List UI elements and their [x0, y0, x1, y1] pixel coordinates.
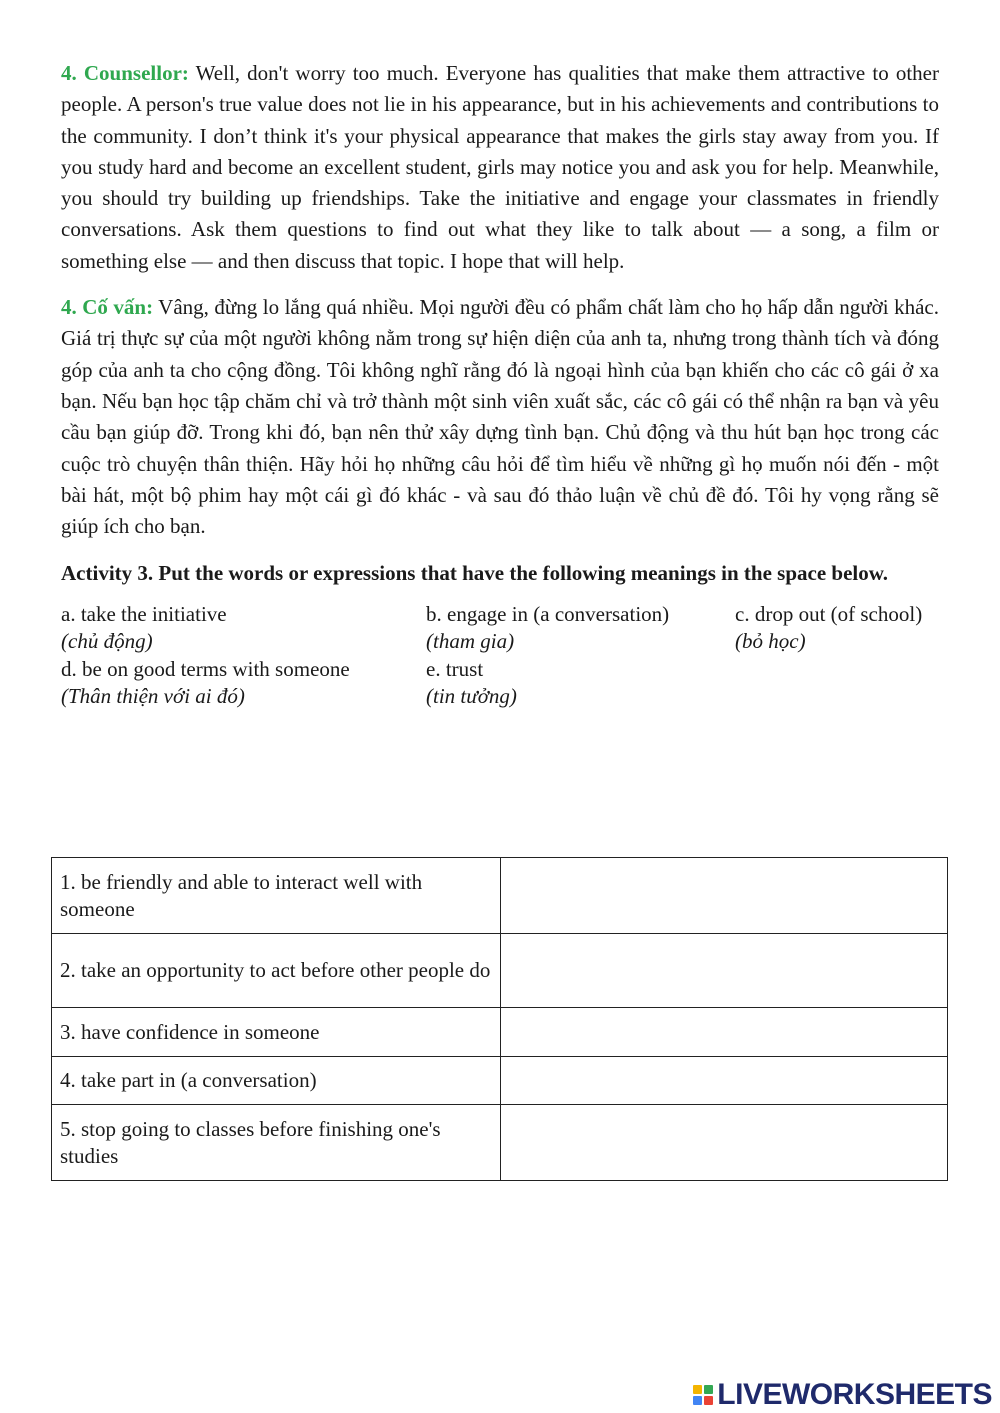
liveworksheets-watermark	[693, 1378, 992, 1412]
definition-cell: 1. be friendly and able to interact well with someone	[52, 858, 501, 934]
word-options	[61, 601, 939, 711]
counsellor-passage-english	[61, 58, 939, 277]
watermark-live-text: LIVE	[717, 1378, 782, 1411]
liveworksheets-logo-icon	[693, 1385, 713, 1405]
option-a	[61, 601, 227, 655]
logo-square-icon	[693, 1385, 702, 1394]
option-c	[735, 601, 922, 655]
counsellor-passage-vietnamese	[61, 292, 939, 542]
option-meaning: (chủ động)	[61, 629, 153, 654]
logo-square-icon	[693, 1396, 702, 1405]
definition-cell: 4. take part in (a conversation)	[52, 1057, 501, 1105]
table-row	[52, 1105, 948, 1181]
option-b	[426, 601, 669, 655]
option-term: d. be on good terms with someone	[61, 657, 350, 682]
logo-square-icon	[704, 1385, 713, 1394]
watermark-worksheets-text: WORKSHEETS	[781, 1378, 992, 1411]
option-d	[61, 656, 350, 710]
option-term: b. engage in (a conversation)	[426, 602, 670, 627]
answer-cell[interactable]	[500, 1057, 948, 1105]
option-meaning: (Thân thiện với ai đó)	[61, 684, 245, 709]
speaker-label-english: 4. Counsellor:	[61, 61, 189, 85]
table-row	[52, 1008, 948, 1057]
definition-cell: 5. stop going to classes before finishing one's studies	[52, 1105, 501, 1181]
option-meaning: (bỏ học)	[735, 629, 806, 654]
matching-table	[51, 857, 948, 1181]
worksheet-page	[61, 58, 939, 711]
option-meaning: (tin tưởng)	[426, 684, 517, 709]
passage-vietnamese-text: Vâng, đừng lo lắng quá nhiều. Mọi người đều có phẩm chất làm cho họ hấp dẫn người khác. Giá trị thực sự của một người không nằm trong sự hiện diện của anh ta, nhưng trong thành tích và đóng góp của anh ta cho cộng đồng. Tôi không nghĩ rằng đó là ngoại hình của bạn khiến cho các cô gái ở xa bạn. Nếu bạn học tập chăm chỉ và trở thành một sinh viên xuất sắc, các cô gái có thể nhận ra bạn và yêu cầu bạn giúp đỡ. Trong khi đó, bạn nên thử xây dựng tình bạn. Chủ động và thu hút bạn học trong các cuộc trò chuyện thân thiện. Hãy hỏi họ những câu hỏi để tìm hiểu về những gì họ muốn nói đến - một bài hát, một bộ phim hay một cái gì đó khác - và sau đó thảo luận về chủ đề đó. Tôi hy vọng rằng sẽ giúp ích cho bạn.	[61, 295, 939, 539]
answer-cell[interactable]	[500, 1008, 948, 1057]
table-row	[52, 1057, 948, 1105]
passage-english-text: Well, don't worry too much. Everyone has qualities that make them attractive to other people. A person's true value does not lie in his appearance, but in his achievements and contributions to the community. I don’t think it's your physical appearance that makes the girls stay away from you. If you study hard and become an excellent student, girls may notice you and ask you for help. Meanwhile, you should try building up friendships. Take the initiative and engage your classmates in friendly conversations. Ask them questions to find out what they like to talk about — a song, a film or something else — and then discuss that topic. I hope that will help.	[61, 61, 939, 273]
table-row	[52, 934, 948, 1008]
option-meaning: (tham gia)	[426, 629, 515, 654]
option-term: a. take the initiative	[61, 602, 227, 627]
answer-cell[interactable]	[500, 1105, 948, 1181]
answer-cell[interactable]	[500, 934, 948, 1008]
option-term: c. drop out (of school)	[735, 602, 923, 627]
answer-cell[interactable]	[500, 858, 948, 934]
option-term: e. trust	[426, 657, 484, 682]
option-e	[426, 656, 517, 710]
activity-title: Activity 3. Put the words or expressions that have the following meanings in the space below.	[61, 561, 888, 586]
definition-cell: 2. take an opportunity to act before other people do	[52, 934, 501, 1008]
definition-cell: 3. have confidence in someone	[52, 1008, 501, 1057]
logo-square-icon	[704, 1396, 713, 1405]
speaker-label-vietnamese: 4. Cố vấn:	[61, 295, 154, 320]
table-row	[52, 858, 948, 934]
